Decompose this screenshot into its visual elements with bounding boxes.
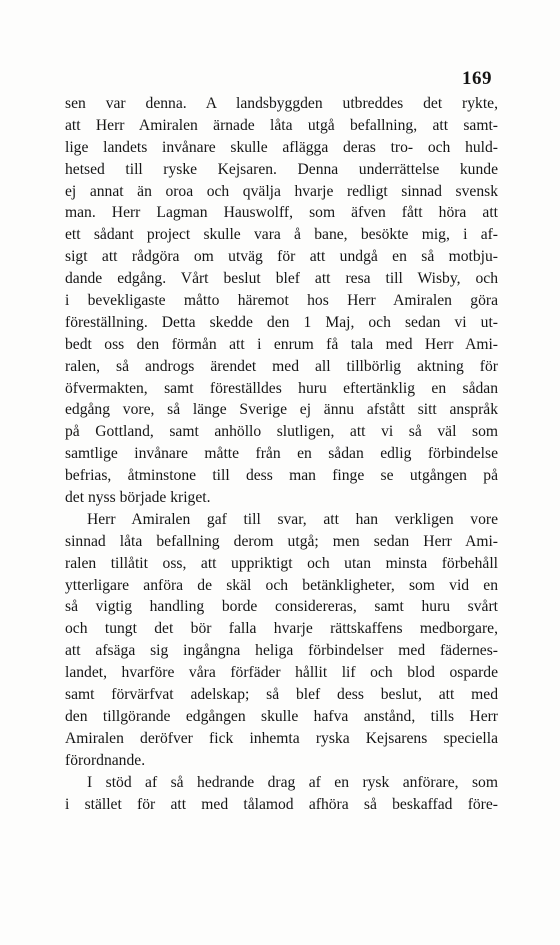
text-line: det nyss började kriget.: [65, 489, 211, 507]
text-line: öfvermakten, samt föreställdes huru eftertänklig en sådan: [65, 379, 498, 397]
text-line: ralen, så androgs ärendet med all tillbörlig aktning för: [65, 357, 498, 375]
text-line: så vigtig handling borde considereras, samt huru svårt: [65, 598, 498, 616]
text-line: den tillgörande edgången skulle hafva anstånd, tills Herr: [65, 707, 498, 725]
text-line: sigt att rådgöra om utväg för att undgå en så motbju-: [65, 248, 498, 266]
text-line: ej annat än oroa och qvälja hvarje redligt sinnad svensk: [65, 182, 498, 200]
text-line: bedt oss den förmån att i enrum få tala med Herr Ami-: [65, 335, 498, 353]
text-line: edgång vore, så länge Sverige ej ännu afstått sitt anspråk: [65, 401, 498, 419]
body-text: [65, 93, 498, 815]
page-number: 169: [462, 68, 492, 89]
text-line: hetsed till ryske Kejsaren. Denna underrättelse kunde: [65, 160, 498, 178]
text-line: ralen tillåtit oss, att uppriktigt och utan minsta förbehåll: [65, 554, 498, 572]
text-line: i bevekligaste måtto häremot hos Herr Amiralen göra: [65, 292, 498, 310]
text-line: och tungt det bör falla hvarje rättskaffens medborgare,: [65, 620, 498, 638]
text-line: ytterligare anföra de skäl och betänkligheter, som vid en: [65, 576, 498, 594]
text-line: förordnande.: [65, 751, 146, 769]
text-line: att afsäga sig ingångna heliga förbindelser med fädernes-: [65, 642, 498, 660]
paragraph: [65, 772, 498, 816]
text-line: samtlige invånare måtte från en sådan edlig förbindelse: [65, 445, 498, 463]
text-line: landet, hvarföre våra förfäder hållit lif och blod osparde: [65, 664, 498, 682]
paragraph: [65, 93, 498, 509]
text-line: sinnad låta befallning derom utgå; men sedan Herr Ami-: [65, 532, 498, 550]
text-line: I stöd af så hedrande drag af en rysk anförare, som: [87, 773, 498, 791]
text-line: man. Herr Lagman Hauswolff, som äfven fått höra att: [65, 204, 498, 222]
text-line: Amiralen deröfver fick inhemta ryska Kejsarens speciella: [65, 729, 498, 747]
text-line: föreställning. Detta skedde den 1 Maj, och sedan vi ut-: [65, 313, 498, 331]
text-line: på Gottland, samt anhöllo slutligen, att vi så väl som: [65, 423, 498, 441]
text-line: lige landets invånare skulle aflägga deras tro- och huld-: [65, 138, 498, 156]
text-line: samt förvärfvat adelskap; så blef dess beslut, att med: [65, 686, 498, 704]
text-line: Herr Amiralen gaf till svar, att han verkligen vore: [87, 510, 498, 528]
text-line: ett sådant project skulle vara å bane, besökte mig, i af-: [65, 226, 498, 244]
paragraph: [65, 509, 498, 772]
text-line: dande edgång. Vårt beslut blef att resa till Wisby, och: [65, 270, 498, 288]
text-line: att Herr Amiralen ärnade låta utgå befallning, att samt-: [65, 116, 498, 134]
text-line: sen var denna. A landsbyggden utbreddes det rykte,: [65, 95, 498, 112]
text-line: befrias, åtminstone till dess man finge se utgången på: [65, 467, 498, 485]
text-line: i stället för att med tålamod afhöra så beskaffad före-: [65, 795, 498, 813]
